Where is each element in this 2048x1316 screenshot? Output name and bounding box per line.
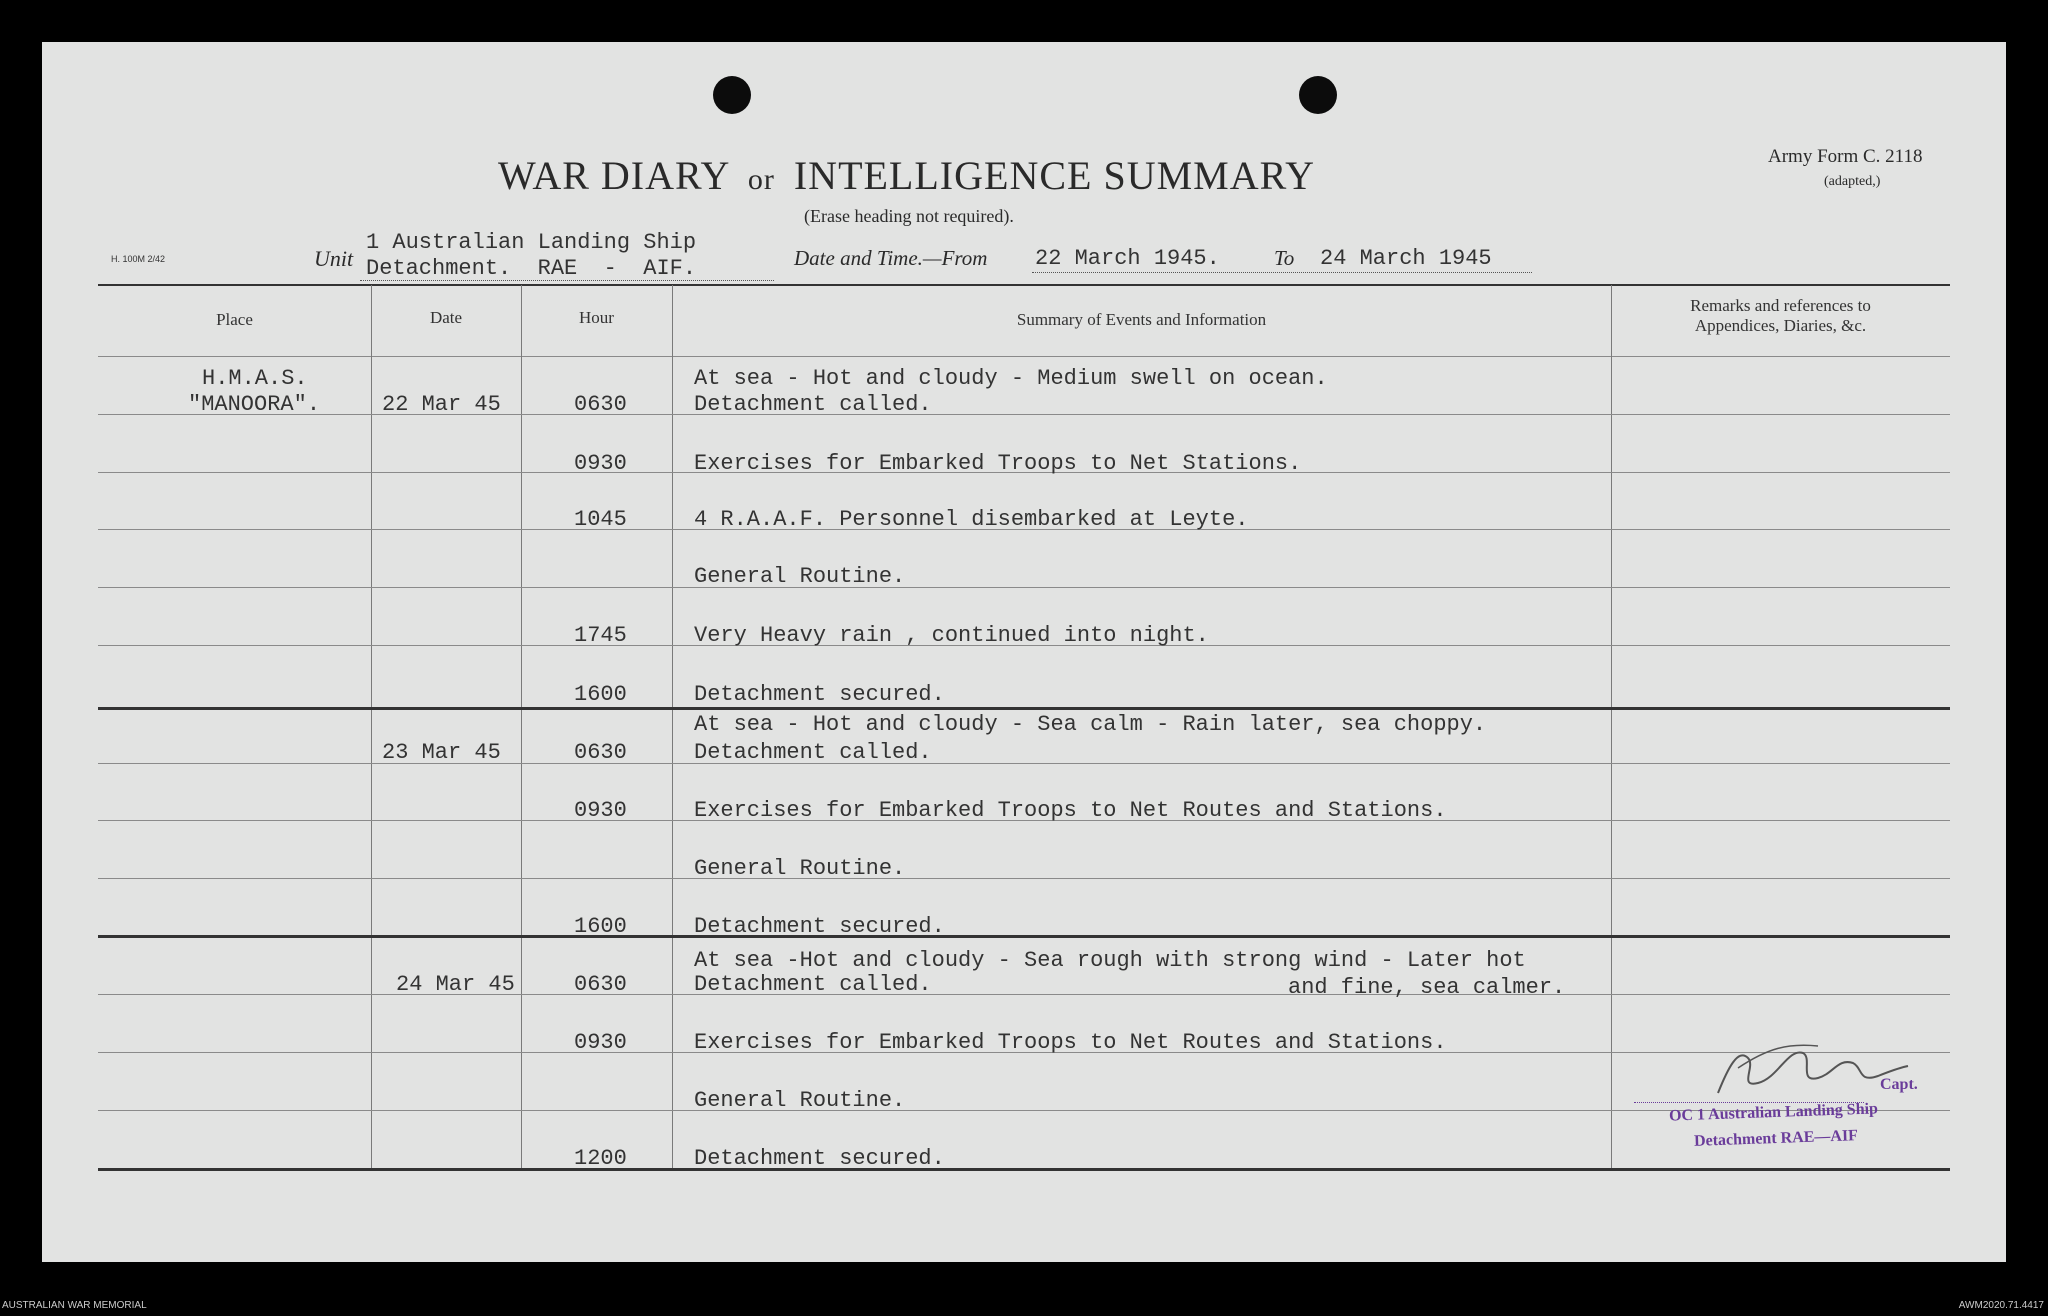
punch-hole-left (713, 76, 751, 114)
entry-date: 22 Mar 45 (382, 392, 501, 417)
footer-catalog-number: AWM2020.71.4417 (1958, 1300, 2044, 1311)
entry-hour: 1745 (574, 623, 627, 648)
table-bottom-rule (98, 1168, 1950, 1171)
title-or: or (747, 163, 775, 196)
col-divider-hour (672, 285, 673, 1169)
table-top-rule (98, 284, 1950, 286)
stamp-rank: Capt. (1880, 1076, 1918, 1093)
row-rule (98, 994, 1950, 995)
col-header-date: Date (429, 308, 463, 327)
date-label: Date and Time.—From (794, 246, 988, 270)
stamp-line-2: Detachment RAE—AIF (1693, 1127, 1859, 1150)
entry-hour: 0630 (574, 392, 627, 417)
footer-archive-name: AUSTRALIAN WAR MEMORIAL (2, 1300, 147, 1311)
entry-date: 24 Mar 45 (396, 972, 515, 997)
title-intelligence-summary: INTELLIGENCE SUMMARY (793, 153, 1315, 198)
col-header-remarks-1: Remarks and references to (1690, 296, 1871, 315)
entry-text: General Routine. (694, 564, 906, 589)
unit-line-2: Detachment. RAE - AIF. (366, 256, 697, 281)
header-rule (98, 356, 1950, 357)
entry-text: 4 R.A.A.F. Personnel disembarked at Leyte. (694, 507, 1249, 532)
col-header-summary: Summary of Events and Information (1016, 310, 1267, 329)
entry-text: Detachment called. (694, 972, 932, 997)
entry-hour: 1600 (574, 914, 627, 939)
col-divider-date (521, 285, 522, 1169)
day-divider-rule (98, 707, 1950, 710)
date-underline (1032, 272, 1532, 273)
form-adapted: (adapted,) (1824, 174, 1881, 189)
entry-text: Detachment secured. (694, 1146, 945, 1171)
print-code: H. 100M 2/42 (111, 254, 166, 264)
row-rule (98, 414, 1950, 415)
entry-text: Very Heavy rain , continued into night. (694, 623, 1209, 648)
entry-text: At sea -Hot and cloudy - Sea rough with strong wind - Later hot (694, 948, 1526, 973)
entry-text: At sea - Hot and cloudy - Sea calm - Rain later, sea choppy. (694, 712, 1487, 737)
signature (1708, 1038, 1928, 1108)
entry-text: Detachment called. (694, 392, 932, 417)
entry-text: General Routine. (694, 1088, 906, 1113)
date-to: 24 March 1945 (1320, 246, 1492, 271)
stamp-line-1: OC 1 Australian Landing Ship (1668, 1100, 1879, 1125)
punch-hole-right (1299, 76, 1337, 114)
date-from: 22 March 1945. (1035, 246, 1220, 271)
entry-text: Exercises for Embarked Troops to Net Routes and Stations. (694, 1030, 1447, 1055)
entry-hour: 0930 (574, 1030, 627, 1055)
entry-hour: 1045 (574, 507, 627, 532)
entry-hour: 0930 (574, 798, 627, 823)
unit-label: Unit (314, 246, 354, 271)
entry-text: Detachment called. (694, 740, 932, 765)
entry-text: Detachment secured. (694, 682, 945, 707)
col-header-remarks-2: Appendices, Diaries, &c. (1694, 316, 1867, 335)
entry-text-continued: and fine, sea calmer. (1288, 975, 1566, 1000)
col-divider-summary (1611, 285, 1612, 1169)
entry-text: General Routine. (694, 856, 906, 881)
col-header-hour: Hour (579, 308, 614, 327)
title-war-diary: WAR DIARY (498, 153, 729, 198)
subtitle: (Erase heading not required). (804, 206, 1014, 226)
entry-hour: 1200 (574, 1146, 627, 1171)
entry-date: 23 Mar 45 (382, 740, 501, 765)
entry-hour: 0630 (574, 740, 627, 765)
page-title (498, 152, 1315, 199)
to-label: To (1274, 246, 1295, 270)
entry-hour: 1600 (574, 682, 627, 707)
entry-hour: 0630 (574, 972, 627, 997)
entry-text: Exercises for Embarked Troops to Net Routes and Stations. (694, 798, 1447, 823)
place-line-2: "MANOORA". (188, 392, 321, 417)
col-divider-place (371, 285, 372, 1169)
entry-text: Detachment secured. (694, 914, 945, 939)
row-rule (98, 587, 1950, 588)
row-rule (98, 763, 1950, 764)
entry-hour: 0930 (574, 451, 627, 476)
war-diary-sheet (42, 42, 2006, 1262)
entry-text: At sea - Hot and cloudy - Medium swell on ocean. (694, 366, 1328, 391)
place-line-1: H.M.A.S. (202, 366, 308, 391)
entry-text: Exercises for Embarked Troops to Net Stations. (694, 451, 1302, 476)
army-form-number: Army Form C. 2118 (1768, 146, 1923, 167)
col-header-place: Place (216, 310, 253, 329)
row-rule (98, 878, 1950, 879)
unit-line-1: 1 Australian Landing Ship (366, 230, 697, 255)
day-divider-rule (98, 935, 1950, 938)
unit-underline (360, 280, 774, 281)
